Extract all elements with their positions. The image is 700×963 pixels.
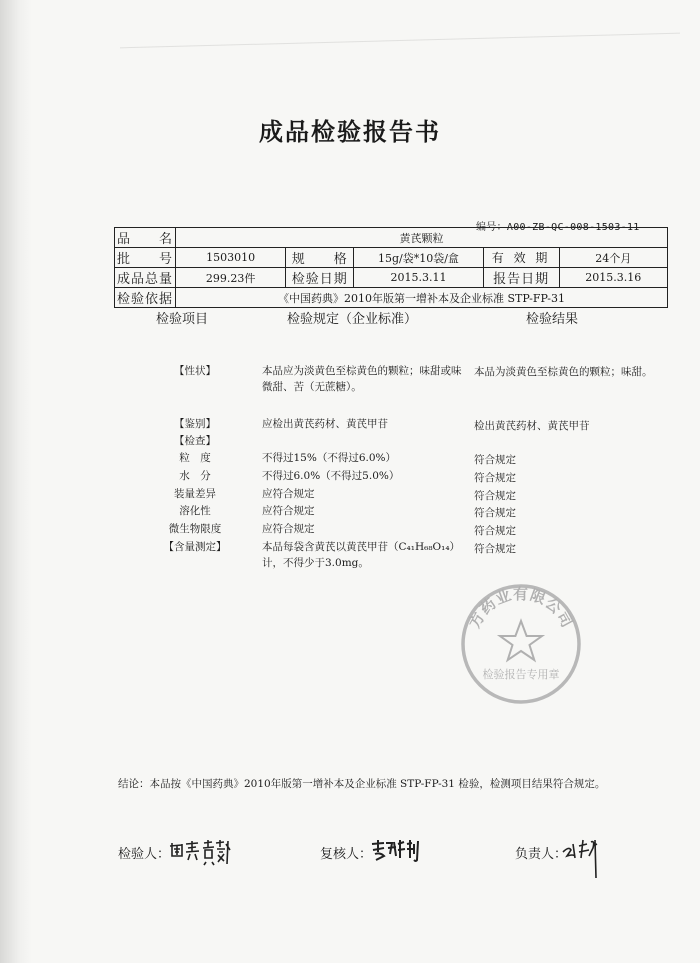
total-row bbox=[115, 268, 668, 288]
product-row bbox=[115, 228, 668, 248]
spec-label: 规 格 bbox=[286, 248, 354, 268]
row-item: 溶化性 bbox=[179, 505, 211, 517]
row-item: 粒 度 bbox=[179, 452, 211, 464]
svg-text:方药业有限公司 bbox=[465, 585, 576, 631]
responsible-signature bbox=[561, 836, 603, 880]
row-item: 【性状】 bbox=[174, 365, 216, 377]
row-item: 微生物限度 bbox=[168, 523, 222, 535]
product-label: 品 名 bbox=[115, 228, 176, 248]
reviewer-signature bbox=[370, 838, 422, 864]
seal-outer-text: 方药业有限公司 bbox=[465, 584, 577, 632]
row-spec: 本品应为淡黄色至棕黄色的颗粒；味甜或味微甜、苦（无蔗糖）。 bbox=[262, 365, 462, 393]
report-date-value: 2015.3.16 bbox=[559, 268, 667, 288]
row-spec: 应符合规定 bbox=[262, 523, 315, 535]
row-item: 水 分 bbox=[179, 470, 211, 482]
row-item: 【鉴别】 bbox=[174, 418, 216, 430]
row-item: 装量差异 bbox=[174, 488, 216, 500]
row-spec: 本品每袋含黄芪以黄芪甲苷（C₄₁H₆₈O₁₄）计，不得少于3.0mg。 bbox=[262, 541, 461, 569]
column-header-standard: 检验规定（企业标准） bbox=[287, 312, 418, 327]
row-spec: 不得过6.0%（不得过5.0%） bbox=[262, 470, 400, 482]
basis-value: 《中国药典》2010年版第一增补本及企业标准 STP-FP-31 bbox=[176, 288, 668, 308]
column-header-item: 检验项目 bbox=[156, 312, 209, 327]
product-value: 黄芪颗粒 bbox=[176, 228, 668, 248]
page-title: 成品检验报告书 bbox=[259, 117, 441, 146]
row-result: 符合规定 bbox=[474, 543, 516, 555]
row-result: 符合规定 bbox=[474, 507, 516, 519]
responsible-label: 负责人： bbox=[515, 847, 568, 862]
row-spec: 应符合规定 bbox=[262, 488, 315, 500]
reviewer-label: 复核人： bbox=[320, 847, 373, 862]
row-result: 符合规定 bbox=[474, 490, 516, 502]
report-date-label: 报告日期 bbox=[483, 268, 559, 288]
row-item: 【含量测定】 bbox=[163, 541, 227, 553]
row-result: 本品为淡黄色至棕黄色的颗粒；味甜。 bbox=[474, 366, 653, 378]
validity-label: 有 效 期 bbox=[483, 248, 559, 268]
row-result: 符合规定 bbox=[474, 472, 516, 484]
spec-value: 15g/袋*10袋/盒 bbox=[354, 248, 483, 268]
paper-fold bbox=[120, 0, 680, 48]
test-date-value: 2015.3.11 bbox=[354, 268, 483, 288]
header-table bbox=[114, 227, 668, 308]
inspector-signature bbox=[168, 838, 232, 866]
basis-label: 检验依据 bbox=[115, 288, 176, 308]
row-spec: 应检出黄芪药材、黄芪甲苷 bbox=[262, 418, 388, 430]
validity-value: 24个月 bbox=[559, 248, 667, 268]
company-seal-stamp bbox=[459, 582, 583, 706]
row-item: 【检查】 bbox=[174, 435, 216, 447]
column-header-result: 检验结果 bbox=[526, 312, 579, 327]
total-label: 成品总量 bbox=[115, 268, 176, 288]
seal-star-icon bbox=[500, 621, 542, 660]
seal-inner-text: 检验报告专用章 bbox=[482, 668, 560, 681]
row-spec: 应符合规定 bbox=[262, 505, 315, 517]
basis-row bbox=[115, 288, 668, 308]
document-number: 编号：A00-ZB-QC-008-1503-11 bbox=[476, 222, 640, 233]
total-value: 299.23件 bbox=[176, 268, 286, 288]
test-date-label: 检验日期 bbox=[286, 268, 354, 288]
row-result: 符合规定 bbox=[474, 454, 516, 466]
row-result: 符合规定 bbox=[474, 525, 516, 537]
batch-row bbox=[115, 248, 668, 268]
conclusion-text: 结论：本品按《中国药典》2010年版第一增补本及企业标准 STP-FP-31 检验，检测项目结果符合规定。 bbox=[118, 778, 606, 790]
row-spec: 不得过15%（不得过6.0%） bbox=[262, 452, 397, 464]
inspector-label: 检验人： bbox=[118, 847, 171, 862]
batch-value: 1503010 bbox=[176, 248, 286, 268]
batch-label: 批 号 bbox=[115, 248, 176, 268]
row-result: 检出黄芪药材、黄芪甲苷 bbox=[474, 420, 590, 432]
